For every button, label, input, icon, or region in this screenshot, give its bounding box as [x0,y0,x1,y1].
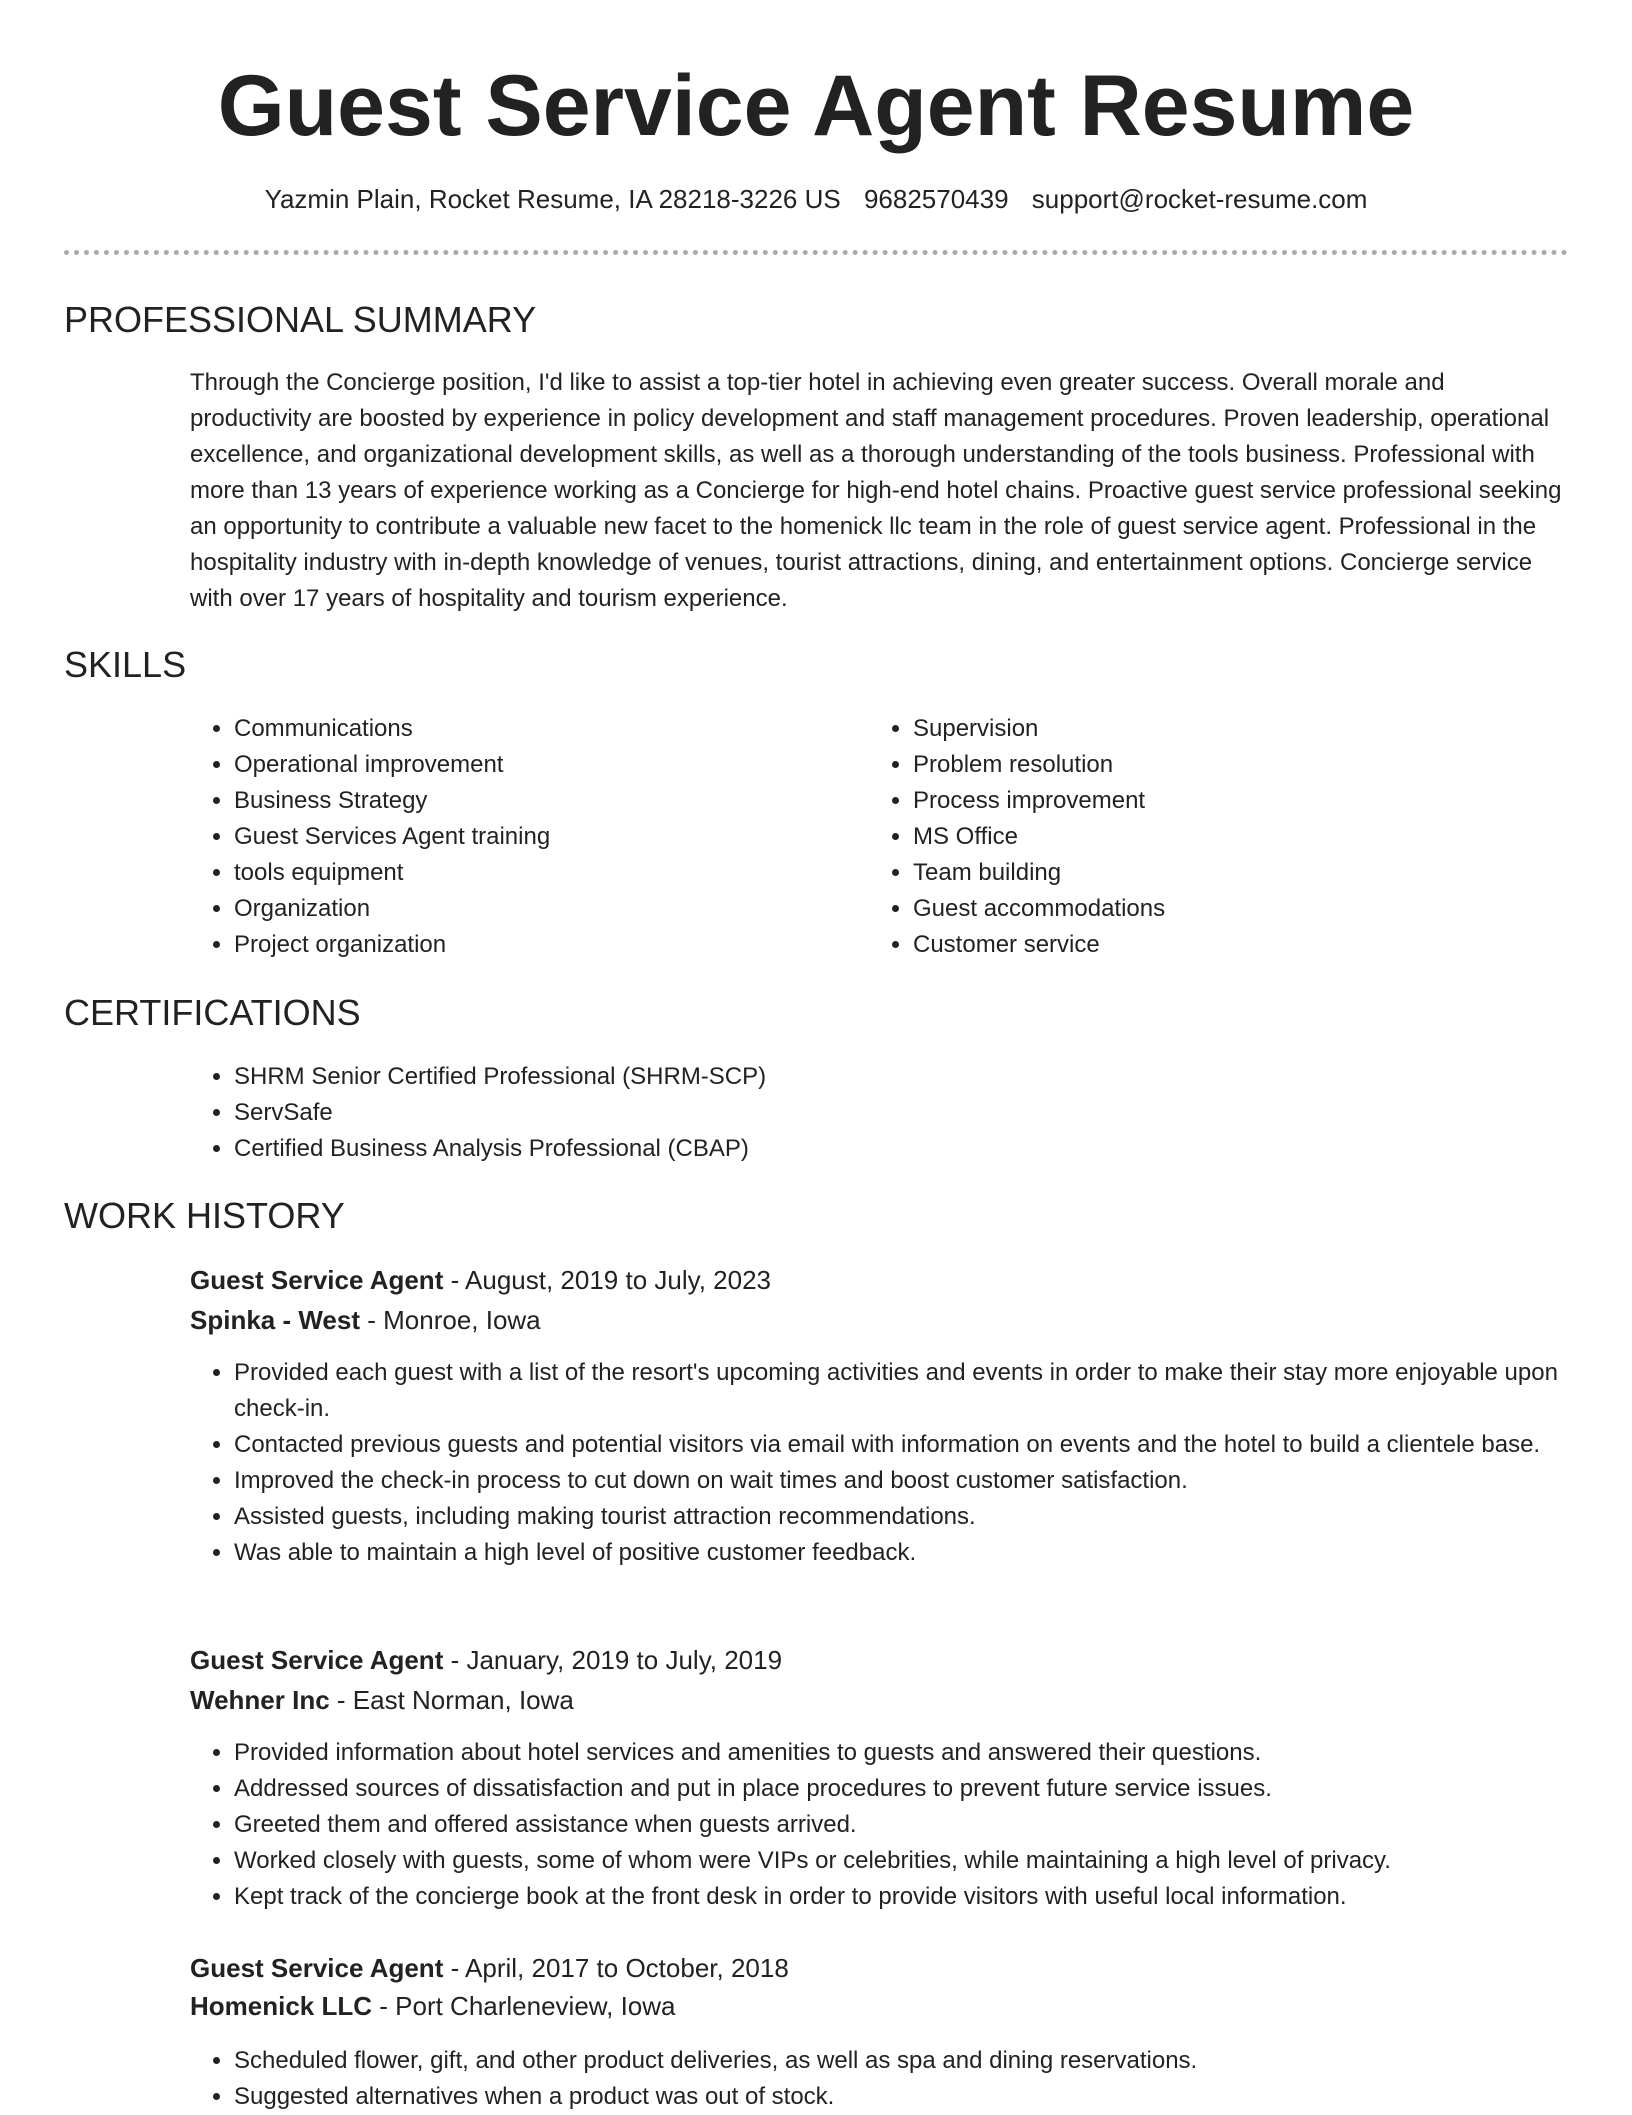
job-company: Wehner Inc [190,1685,330,1715]
job-title-line [190,1642,782,1678]
skill-item: • Team building [913,855,1553,891]
job-location: - Port Charleneview, Iowa [372,1991,676,2021]
contact-email: support@rocket-resume.com [1031,184,1368,214]
job-company-line [190,1302,541,1338]
certification-item: • Certified Business Analysis Professional (CBAP) [234,1131,1534,1167]
job-location: - Monroe, Iowa [360,1305,541,1335]
contact-line [0,182,1632,216]
job-company: Spinka - West [190,1305,361,1335]
job-company-line [190,1988,676,2024]
job-bullet: • Scheduled flower, gift, and other product deliveries, as well as spa and dining reservations. [234,2043,1609,2079]
job-title-line [190,1950,789,1986]
skill-item: • MS Office [913,819,1553,855]
job-title: Guest Service Agent [190,1953,444,1983]
skill-item: • Organization [234,891,834,927]
resume-title: Guest Service Agent Resume [217,58,1415,154]
skill-item: • Process improvement [913,783,1553,819]
job-title: Guest Service Agent [190,1265,444,1295]
skill-item: • Operational improvement [234,747,834,783]
job-location: - East Norman, Iowa [329,1685,574,1715]
job-bullets [190,2043,1609,2115]
job-bullets [190,1735,1609,1915]
job-dates: - April, 2017 to October, 2018 [443,1953,789,1983]
skills-list-right [869,711,1553,963]
job-dates: - August, 2019 to July, 2023 [443,1265,771,1295]
summary-text: Through the Concierge position, I'd like to assist a top-tier hotel in achieving even greater success. Overall morale and productivity are boosted by experience in policy development and staff management procedures. Proven leadership, operational excellence, and organizational development skills, as well as a thorough understanding of the tools business. Professional with more than 13 years of experience working as a Concierge for high-end hotel chains. Proactive guest service professional seeking an opportunity to contribute a valuable new facet to the homenick llc team in the role of guest service agent. Professional in the hospitality industry with in-depth knowledge of venues, tourist attractions, dining, and entertainment options. Concierge service with over 17 years of hospitality and tourism experience. [190,369,1562,612]
job-bullet: • Greeted them and offered assistance when guests arrived. [234,1807,1609,1843]
job-bullets [190,1355,1609,1571]
job-title-line [190,1262,771,1298]
job-bullet: • Was able to maintain a high level of positive customer feedback. [234,1535,1609,1571]
job-company-line [190,1682,574,1718]
job-bullet: • Provided each guest with a list of the resort's upcoming activities and events in order to make their stay more enjoyable upon check-in. [234,1355,1609,1427]
summary-heading: PROFESSIONAL SUMMARY [64,299,537,340]
job-bullet: • Worked closely with guests, some of whom were VIPs or celebrities, while maintaining a high level of privacy. [234,1843,1609,1879]
skill-item: • Business Strategy [234,783,834,819]
skills-heading: SKILLS [64,644,187,685]
skill-item: • tools equipment [234,855,834,891]
job-bullet: • Improved the check-in process to cut down on wait times and boost customer satisfaction. [234,1463,1609,1499]
contact-phone: 9682570439 [863,184,1009,214]
job-bullet: • Provided information about hotel services and amenities to guests and answered their questions. [234,1735,1609,1771]
job-bullet: • Kept track of the concierge book at the front desk in order to provide visitors with useful local information. [234,1879,1609,1915]
job-dates: - January, 2019 to July, 2019 [443,1645,783,1675]
skill-item: • Communications [234,711,834,747]
header-divider [64,250,1568,255]
skill-item: • Project organization [234,927,834,963]
job-bullet: • Addressed sources of dissatisfaction and put in place procedures to prevent future service issues. [234,1771,1609,1807]
job-bullet: • Assisted guests, including making tourist attraction recommendations. [234,1499,1609,1535]
certification-item: • ServSafe [234,1095,1534,1131]
job-bullet: • Suggested alternatives when a product was out of stock. [234,2079,1609,2115]
job-company: Homenick LLC [190,1991,373,2021]
certifications-heading: CERTIFICATIONS [64,992,361,1033]
contact-address: Yazmin Plain, Rocket Resume, IA 28218-3226 US [264,184,841,214]
certifications-list [190,1059,1534,1167]
certification-item: • SHRM Senior Certified Professional (SHRM-SCP) [234,1059,1534,1095]
work-history-heading: WORK HISTORY [64,1195,345,1236]
skill-item: • Guest accommodations [913,891,1553,927]
skill-item: • Supervision [913,711,1553,747]
skills-list-left [190,711,834,963]
skill-item: • Problem resolution [913,747,1553,783]
skill-item: • Customer service [913,927,1553,963]
job-title: Guest Service Agent [190,1645,444,1675]
skill-item: • Guest Services Agent training [234,819,834,855]
job-bullet: • Contacted previous guests and potential visitors via email with information on events and the hotel to build a clientele base. [234,1427,1609,1463]
